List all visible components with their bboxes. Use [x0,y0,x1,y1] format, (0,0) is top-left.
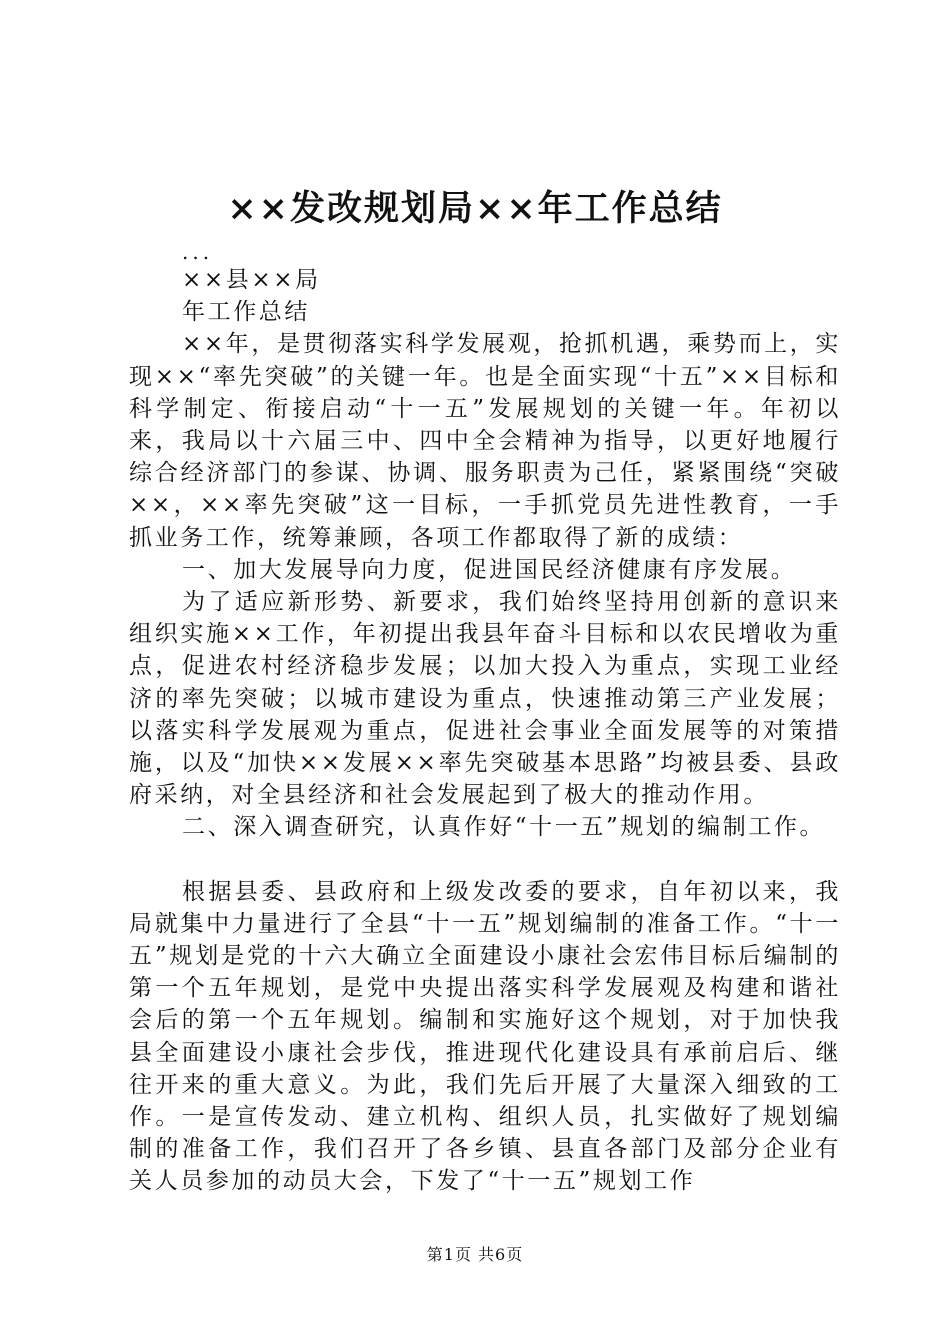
ellipsis-line: ... [182,240,214,264]
paragraph-gap [129,844,841,876]
section-2-paragraph: 根据县委、县政府和上级发改委的要求，自年初以来，我局就集中力量进行了全县“十一五”规划编制的准备工作。“十一五”规划是党的十六大确立全面建设小康社会宏伟目标后编制的第一个五年规划，是党中央提出落实科学发展观及构建和谐社会后的第一个五年规划。编制和实施好这个规划，对于加快我县全面建设小康社会步伐，推进现代化建设具有承前启后、继往开来的重大意义。为此，我们先后开展了大量深入细致的工作。一是宣传发动、建立机构、组织人员，扎实做好了规划编制的准备工作，我们召开了各乡镇、县直各部门及部分企业有关人员参加的动员大会，下发了“十一五”规划工作 [129,878,841,1195]
subtitle-line: 年工作总结 [182,299,310,326]
section-heading-1: 一、加大发展导向力度，促进国民经济健康有序发展。 [182,556,797,583]
department-line: ××县××局 [182,267,321,293]
intro-paragraph: ××年，是贯彻落实科学发展观，抢抓机遇，乘势而上，实现××“率先突破”的关键一年。也是全面实现“十五”××目标和科学制定、衔接启动“十一五”发展规划的关键一年。年初以来，我局以十六届三中、四中全会精神为指导，以更好地履行综合经济部门的参谋、协调、服务职责为己任，紧紧围绕“突破××，××率先突破”这一目标，一手抓党员先进性教育，一手抓业务工作，统筹兼顾，各项工作都取得了新的成绩： [129,331,841,551]
page-number: 第1页 共6页 [426,1245,524,1264]
document-body [129,240,841,1198]
section-heading-2: 二、深入调查研究，认真作好“十一五”规划的编制工作。 [182,814,826,841]
section-1-paragraph: 为了适应新形势、新要求，我们始终坚持用创新的意识来组织实施××工作，年初提出我县年奋斗目标和以农民增收为重点，促进农村经济稳步发展；以加大投入为重点，实现工业经济的率先突破；以城市建设为重点，快速推动第三产业发展；以落实科学发展观为重点，促进社会事业全面发展等的对策措施，以及“加快××发展××率先突破基本思路”均被县委、县政府采纳，对全县经济和社会发展起到了极大的推动作用。 [129,589,841,809]
document-title: ××发改规划局××年工作总结 [227,188,723,229]
